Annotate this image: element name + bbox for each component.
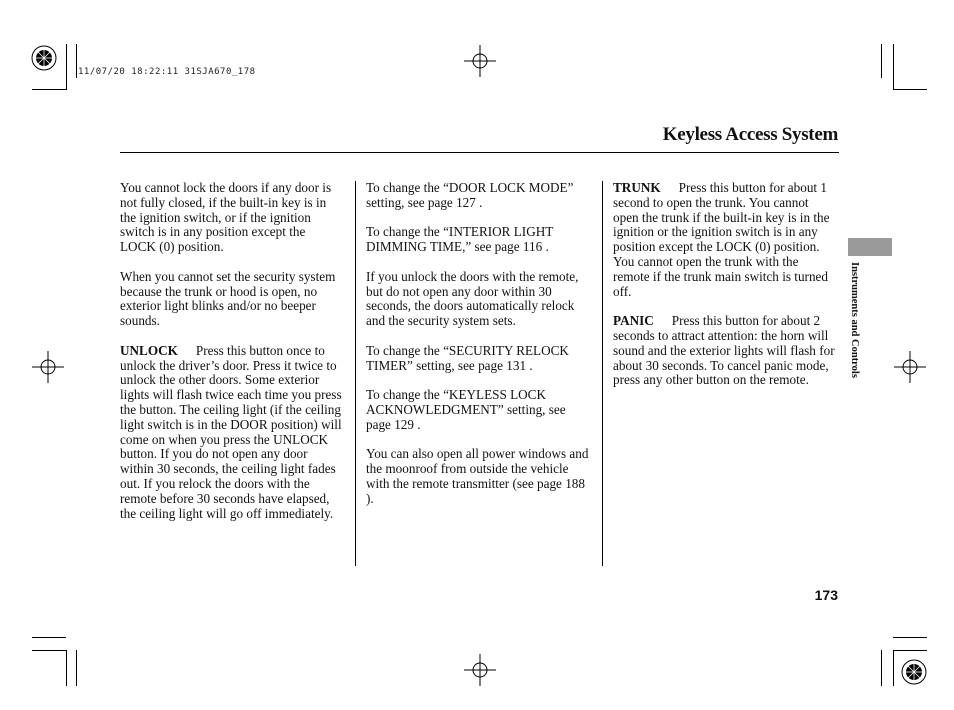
text-column-2 [366,181,590,521]
registration-star-icon [31,45,57,71]
column-divider [355,181,356,566]
registration-crosshair-icon [464,654,496,686]
paragraph-unlock [120,344,344,522]
paragraph-text: Press this button for about 2 seconds to attract attention: the horn will sound and the exterior lights will flash for about 30 seconds. To cancel panic mode, press any other button on the remote. [613,313,835,388]
column-divider [602,181,603,566]
text-column-1 [120,181,344,536]
paragraph: To change the “INTERIOR LIGHT DIMMING TIME,” see page 116 . [366,224,554,255]
header-rule [120,152,839,153]
page-title: Keyless Access System [662,124,838,145]
paragraph-text: Press this button once to unlock the driver’s door. Press it twice to unlock the other doors. Some exterior lights will flash twice each time you press the button. The ceiling light (if the ceiling light switch is in the DOOR position) will come on when you press the UNLOCK button. If you do not open any door within 30 seconds, the ceiling light fades out. If you relock the doors with the remote before 30 seconds have elapsed, the ceiling light will go off immediately. [120,342,342,521]
section-side-label-text: Instruments and Controls [849,262,860,378]
registration-crosshair-icon [464,45,496,77]
paragraph-trunk [613,181,837,299]
registration-star-icon [901,659,927,685]
paragraph-panic [613,314,837,388]
registration-crosshair-icon [32,351,64,383]
keyword-trunk: TRUNK [613,180,661,195]
paragraph-text: Press this button for about 1 second to open the trunk. You cannot open the trunk if the built-in key is in the ignition or the ignition switch is in any position except the LOCK (0) position. You cannot open the trunk with the remote if the trunk main switch is turned off. [613,180,830,299]
paragraph: To change the “SECURITY RELOCK TIMER” setting, see page 131 . [366,342,569,373]
print-code: 11/07/20 18:22:11 31SJA670_178 [78,67,256,77]
registration-crosshair-icon [894,351,926,383]
paragraph: If you unlock the doors with the remote, but do not open any door within 30 seconds, the doors automatically relock and the security system sets. [366,268,579,329]
paragraph: When you cannot set the security system because the trunk or hood is open, no exterior light blinks and/or no beeper sounds. [120,268,336,329]
paragraph: You cannot lock the doors if any door is not fully closed, if the built-in key is in the ignition switch, or if the ignition switch is in any position except the LOCK (0) position. [120,180,332,255]
paragraph: You can also open all power windows and the moonroof from outside the vehicle with the remote transmitter (see page 188 ). [366,446,589,506]
keyword-panic: PANIC [613,313,654,329]
keyword-unlock: UNLOCK [120,342,178,358]
paragraph: To change the “KEYLESS LOCK ACKNOWLEDGMENT” setting, see page 129 . [366,387,566,432]
paragraph: To change the “DOOR LOCK MODE” setting, see page 127 . [366,180,574,210]
section-side-label [846,262,866,407]
section-tab [848,238,892,256]
text-column-3 [613,181,837,403]
page-number: 173 [814,587,838,603]
